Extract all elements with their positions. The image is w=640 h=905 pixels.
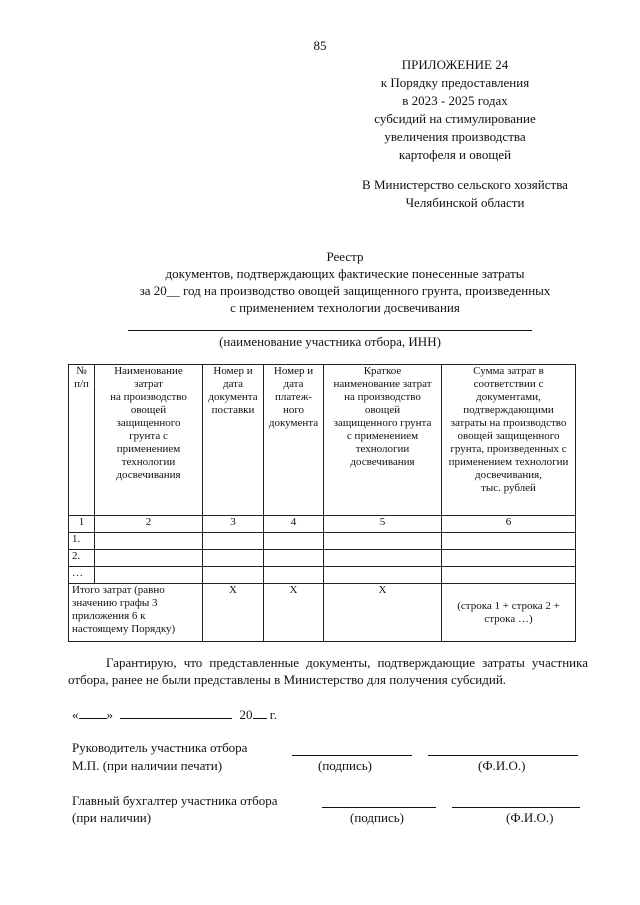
- total-cell-col4: X: [264, 584, 324, 642]
- accountant-name-line: [452, 807, 580, 808]
- accountant-signature-caption: (подпись): [350, 810, 404, 825]
- header-cost-name: Наименование затрат на производство овощей защищенного грунта с применением технологии досвечивания: [95, 365, 203, 516]
- title-line: с применением технологии досвечивания: [230, 300, 460, 315]
- header-supply-doc: Номер и дата документа поставки: [203, 365, 264, 516]
- appendix-line: к Порядку предоставления: [380, 75, 530, 90]
- table-cell: [203, 550, 264, 567]
- table-row: [69, 550, 576, 567]
- guarantee-text: Гарантирую, что представленные документы, подтверждающие затраты участника отбора, ранее не были представлены в Министерство для получения субсидий.: [68, 655, 588, 687]
- date-line: [72, 706, 277, 723]
- row-number: 2.: [69, 550, 95, 567]
- header-sum: Сумма затрат в соответствии с документами, подтверждающими затраты на производство овощей защищенного грунта, произведенных с применением технологии досвечивания, тыс. рублей: [442, 365, 576, 516]
- table-cell: [203, 567, 264, 584]
- table-cell: [95, 533, 203, 550]
- title-line: Реестр: [326, 249, 364, 264]
- row-number: …: [69, 567, 95, 584]
- total-cell-col5: X: [324, 584, 442, 642]
- table-row: [69, 533, 576, 550]
- column-number-row: [69, 516, 576, 533]
- appendix-title: ПРИЛОЖЕНИЕ 24: [401, 57, 509, 72]
- registry-table: [68, 364, 576, 642]
- total-row: [69, 584, 576, 642]
- table-row: [69, 567, 576, 584]
- table-cell: [95, 550, 203, 567]
- head-name-caption: (Ф.И.О.): [478, 758, 526, 773]
- accountant-note: (при наличии): [72, 810, 152, 825]
- table-cell: [264, 567, 324, 584]
- table-cell: [442, 567, 576, 584]
- column-number: 6: [442, 516, 576, 533]
- table-cell: [264, 550, 324, 567]
- appendix-line: увеличения производства: [384, 129, 526, 144]
- appendix-line: картофеля и овощей: [398, 147, 512, 162]
- header-row: [69, 365, 576, 516]
- accountant-label: Главный бухгалтер участника отбора: [72, 793, 278, 808]
- year-prefix: 20: [239, 707, 253, 722]
- table-cell: [95, 567, 203, 584]
- column-number: 2: [95, 516, 203, 533]
- appendix-line: субсидий на стимулирование: [374, 111, 536, 126]
- column-number: 4: [264, 516, 324, 533]
- addressee-line: Челябинской области: [405, 195, 525, 210]
- total-cell-col3: X: [203, 584, 264, 642]
- accountant-name-caption: (Ф.И.О.): [506, 810, 554, 825]
- row-number: 1.: [69, 533, 95, 550]
- header-payment-doc: Номер и дата платеж- ного документа: [264, 365, 324, 516]
- title-line: за 20__ год на производство овощей защищенного грунта, произведенных: [139, 283, 551, 298]
- head-signature-line: [292, 755, 412, 756]
- appendix-header: [330, 56, 580, 164]
- head-signature-caption: (подпись): [318, 758, 372, 773]
- table-cell: [442, 533, 576, 550]
- guarantee-paragraph: [68, 654, 588, 688]
- year-suffix: г.: [269, 707, 277, 722]
- table-cell: [324, 567, 442, 584]
- year-blank: [253, 706, 267, 719]
- column-number: 1: [69, 516, 95, 533]
- date-open-quote: «: [72, 707, 79, 722]
- table-cell: [324, 550, 442, 567]
- day-blank: [79, 706, 107, 719]
- total-label: Итого затрат (равно значению графы 3 приложения 6 к настоящему Порядку): [69, 584, 203, 642]
- stamp-label: М.П. (при наличии печати): [72, 758, 223, 773]
- addressee: [330, 176, 600, 212]
- month-blank: [120, 706, 232, 719]
- total-sum-formula: (строка 1 + строка 2 + строка …): [442, 584, 576, 642]
- document-title: [0, 248, 640, 316]
- accountant-signature-line: [322, 807, 436, 808]
- page-number: 85: [313, 38, 327, 53]
- participant-name-line: [128, 330, 532, 331]
- table-cell: [203, 533, 264, 550]
- column-number: 3: [203, 516, 264, 533]
- table-cell: [324, 533, 442, 550]
- table-cell: [264, 533, 324, 550]
- appendix-line: в 2023 - 2025 годах: [402, 93, 508, 108]
- header-short-name: Краткое наименование затрат на производство овощей защищенного грунта с применением технологии досвечивания: [324, 365, 442, 516]
- participant-caption: (наименование участника отбора, ИНН): [219, 334, 441, 349]
- title-line: документов, подтверждающих фактические понесенные затраты: [165, 266, 525, 281]
- date-close-quote: »: [106, 707, 113, 722]
- addressee-line: В Министерство сельского хозяйства: [362, 177, 568, 192]
- table-cell: [442, 550, 576, 567]
- column-number: 5: [324, 516, 442, 533]
- head-label: Руководитель участника отбора: [72, 740, 248, 755]
- head-name-line: [428, 755, 578, 756]
- header-number: № п/п: [69, 365, 95, 516]
